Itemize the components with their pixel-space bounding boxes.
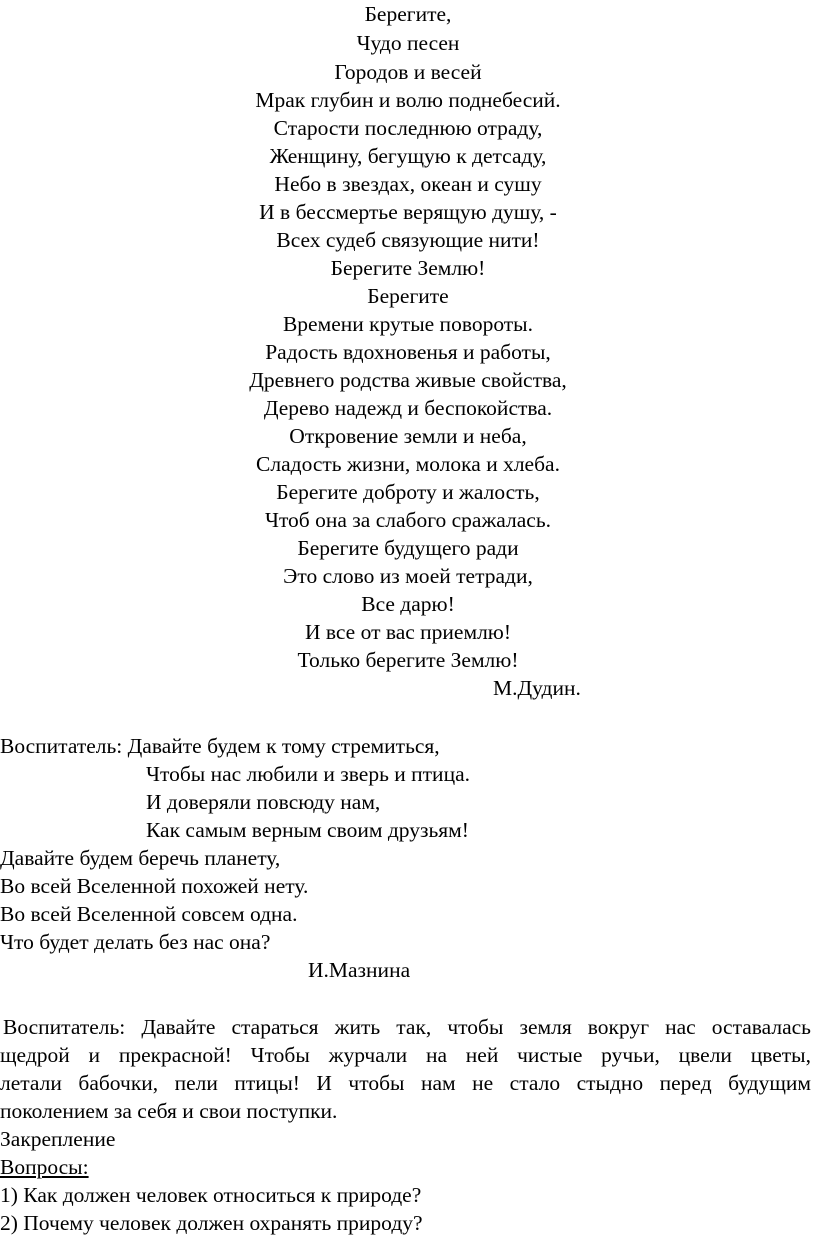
poem-line: И в бессмертье верящую душу, -: [259, 200, 557, 224]
verse-line: Давайте будем беречь планету,: [0, 846, 281, 870]
paragraph-line: поколением за себя и свои поступки.: [0, 1099, 338, 1123]
verse-line: И доверяли повсюду нам,: [146, 790, 381, 814]
poem-line: Времени крутые повороты.: [282, 312, 534, 336]
paragraph-line: летали бабочки, пели птицы! И чтобы нам не стало стыдно перед будущим: [0, 1071, 811, 1095]
verse-author: И.Мазнина: [308, 958, 411, 982]
paragraph-line: Воспитатель: Давайте стараться жить так, чтобы земля вокруг нас оставалась: [3, 1015, 811, 1039]
poem-line: Дерево надежд и беспокойства.: [263, 396, 553, 420]
poem-line: Мрак глубин и волю поднебесий.: [255, 88, 561, 112]
poem-line: Все дарю!: [361, 592, 455, 616]
verse-line: Воспитатель: Давайте будем к тому стремиться,: [0, 734, 440, 758]
poem-line: Городов и весей: [334, 60, 482, 84]
question-item: 2) Почему человек должен охранять природу?: [0, 1211, 423, 1235]
paragraph-line: щедрой и прекрасной! Чтобы журчали на ней чистые ручьи, цвели цветы,: [0, 1043, 811, 1067]
poem-line: Чтоб она за слабого сражалась.: [264, 508, 552, 532]
section-heading: Закрепление: [0, 1127, 116, 1151]
poem-line: Берегите доброту и жалость,: [276, 480, 540, 504]
poem-line: И все от вас приемлю!: [304, 620, 512, 644]
poem-line: Это слово из моей тетради,: [283, 564, 533, 588]
poem-line: Откровение земли и неба,: [289, 424, 527, 448]
verse-line: Как самым верным своим друзьям!: [146, 818, 469, 842]
poem-line: Небо в звездах, океан и сушу: [274, 172, 542, 196]
poem-line: Женщину, бегущую к детсаду,: [269, 144, 547, 168]
poem-line: Радость вдохновенья и работы,: [265, 340, 551, 364]
verse-line: Что будет делать без нас она?: [0, 930, 271, 954]
poem-line: Древнего родства живые свойства,: [249, 368, 567, 392]
verse-line: Во всей Вселенной похожей нету.: [0, 874, 309, 898]
poem-line: Берегите будущего ради: [297, 536, 519, 560]
poem-line: Только берегите Землю!: [297, 648, 519, 672]
poem-line: Берегите Землю!: [330, 256, 486, 280]
poem-line: Берегите: [367, 284, 449, 308]
questions-heading: Вопросы:: [0, 1155, 89, 1179]
poem-line: Берегите,: [364, 2, 452, 26]
question-item: 1) Как должен человек относиться к природе?: [0, 1183, 422, 1207]
poem-line: Сладость жизни, молока и хлеба.: [256, 452, 560, 476]
poem-line: Чудо песен: [356, 31, 460, 55]
verse-line: Чтобы нас любили и зверь и птица.: [146, 762, 470, 786]
verse-line: Во всей Вселенной совсем одна.: [0, 902, 298, 926]
poem-line: Всех судеб связующие нити!: [276, 228, 540, 252]
poem-line: Старости последнюю отраду,: [273, 116, 543, 140]
poem-author: М.Дудин.: [493, 676, 581, 700]
